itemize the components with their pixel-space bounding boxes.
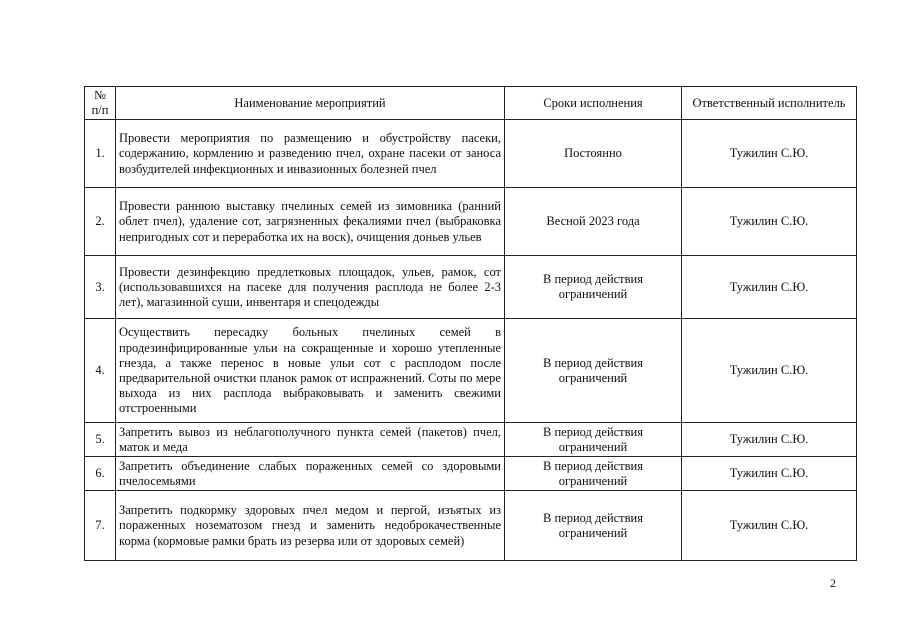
row-number: 1. <box>85 120 116 188</box>
table-row <box>85 120 857 188</box>
row-responsible: Тужилин С.Ю. <box>682 491 857 561</box>
row-number: 5. <box>85 423 116 457</box>
row-deadline: Постоянно <box>505 120 682 188</box>
table-row <box>85 256 857 319</box>
row-measure: Провести раннюю выставку пчелиных семей из зимовника (ранний облет пчел), удаление сот, загрязненных фекалиями пчел (выбраковка непригодных сот и переработка их на воск), очищения доньев ульев <box>116 188 505 256</box>
row-number: 3. <box>85 256 116 319</box>
row-deadline: Весной 2023 года <box>505 188 682 256</box>
header-responsible: Ответственный исполнитель <box>682 87 857 120</box>
row-deadline: В период действия ограничений <box>505 457 682 491</box>
row-deadline: В период действия ограничений <box>505 319 682 423</box>
table-row <box>85 491 857 561</box>
page-number: 2 <box>830 576 836 590</box>
row-measure: Запретить объединение слабых пораженных семей со здоровыми пчелосемьями <box>116 457 505 491</box>
row-deadline: В период действия ограничений <box>505 491 682 561</box>
measures-table <box>84 86 857 561</box>
row-number: 7. <box>85 491 116 561</box>
header-measure: Наименование мероприятий <box>116 87 505 120</box>
table-row <box>85 319 857 423</box>
row-number: 4. <box>85 319 116 423</box>
row-measure: Осуществить пересадку больных пчелиных семей в продезинфицированные ульи на сокращенные и хорошо утепленные гнезда, а также перенос в новые ульи сот с расплодом после предварительной очистки планок рамок от испражнений. Соты по мере выхода из них расплода выбраковывать и заменить свежими отстроенными <box>116 319 505 423</box>
table-row <box>85 188 857 256</box>
header-number: № п/п <box>85 87 116 120</box>
row-number: 6. <box>85 457 116 491</box>
row-measure: Провести дезинфекцию предлетковых площадок, ульев, рамок, сот (использовавшихся на пасеке для получения расплода не более 2-3 лет), магазинной суши, инвентаря и спецодежды <box>116 256 505 319</box>
header-deadline: Сроки исполнения <box>505 87 682 120</box>
row-measure: Запретить подкормку здоровых пчел медом и пергой, изъятых из пораженных нозематозом гнезд и заменить недоброкачественные корма (кормовые рамки брать из резерва или от здоровых семей) <box>116 491 505 561</box>
row-measure: Запретить вывоз из неблагополучного пункта семей (пакетов) пчел, маток и меда <box>116 423 505 457</box>
table-header-row <box>85 87 857 120</box>
row-number: 2. <box>85 188 116 256</box>
row-responsible: Тужилин С.Ю. <box>682 256 857 319</box>
table-row <box>85 423 857 457</box>
table-row <box>85 457 857 491</box>
row-measure: Провести мероприятия по размещению и обустройству пасеки, содержанию, кормлению и разведению пчел, охране пасеки от заноса возбудителей инфекционных и инвазионных болезней пчел <box>116 120 505 188</box>
row-responsible: Тужилин С.Ю. <box>682 188 857 256</box>
row-deadline: В период действия ограничений <box>505 423 682 457</box>
row-deadline: В период действия ограничений <box>505 256 682 319</box>
row-responsible: Тужилин С.Ю. <box>682 423 857 457</box>
row-responsible: Тужилин С.Ю. <box>682 457 857 491</box>
row-responsible: Тужилин С.Ю. <box>682 319 857 423</box>
row-responsible: Тужилин С.Ю. <box>682 120 857 188</box>
